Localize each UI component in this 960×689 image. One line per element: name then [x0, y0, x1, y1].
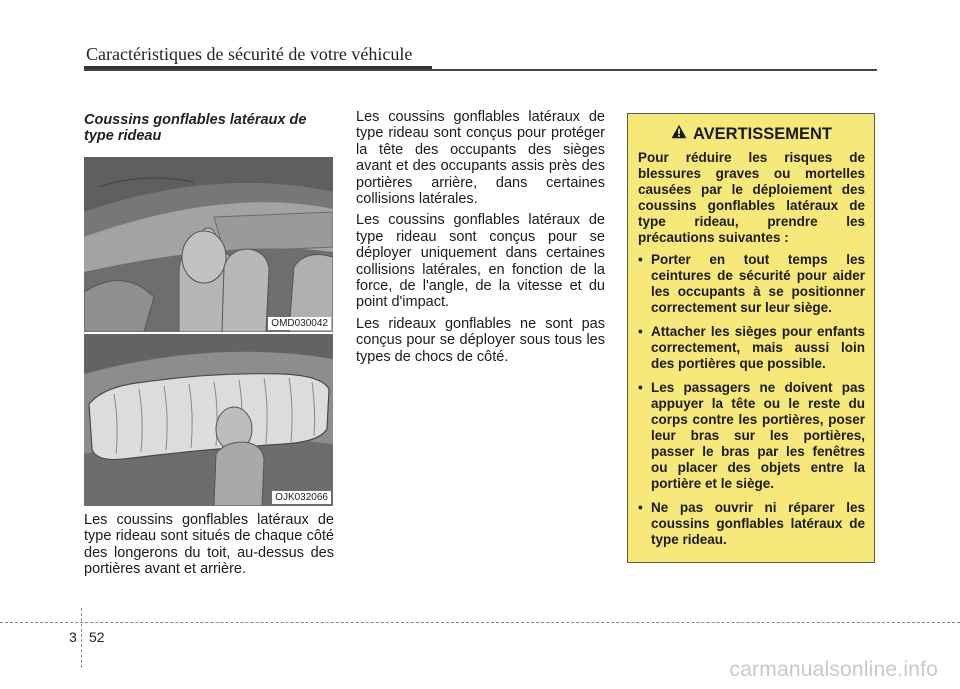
middle-paragraph-1: Les coussins gonflables latéraux de type rideau sont conçus pour protéger la tête des occupants des sièges avant et des occupants assis près des portières arrière, dans certaines collisions latérales.	[356, 109, 605, 208]
figure1-code-label: OMD030042	[268, 317, 331, 330]
warning-intro: Pour réduire les risques de blessures graves ou mortelles causées par le déploiement des coussins gonflables latéraux de type rideau, prendre les précautions suivantes :	[638, 150, 865, 245]
figure-cabin-interior	[84, 157, 333, 332]
page-header-title: Caractéristiques de sécurité de votre véhicule	[86, 44, 413, 64]
airbag-illustration	[84, 334, 333, 506]
header-rule-thin	[84, 69, 877, 71]
warning-item-text: Porter en tout temps les ceintures de sécurité pour aider les occupants à se positionner correctement sur leur siège.	[651, 252, 865, 315]
warning-list-item	[638, 324, 865, 372]
middle-column-text	[356, 109, 605, 365]
warning-item-text: Ne pas ouvrir ni réparer les coussins gonflables latéraux de type rideau.	[651, 500, 865, 547]
page-number: 52	[89, 629, 105, 645]
middle-paragraph-2: Les coussins gonflables latéraux de type rideau sont conçus pour se déployer uniquement dans certaines collisions latérales, en fonction de la force, de l'angle, de la vitesse et du point d'impact.	[356, 212, 605, 311]
bullet-icon: •	[638, 252, 643, 267]
warning-box	[627, 113, 875, 563]
warning-triangle-icon	[671, 124, 687, 144]
warning-list-item	[638, 380, 865, 492]
footer-dashed-rule	[0, 622, 960, 623]
middle-paragraph-3: Les rideaux gonflables ne sont pas conçus pour se déployer sous tous les types de chocs de côté.	[356, 315, 605, 365]
bullet-icon: •	[638, 324, 643, 339]
chapter-number: 3	[69, 629, 77, 645]
warning-item-text: Les passagers ne doivent pas appuyer la tête ou le reste du corps contre les portières, poser leur bras sur les portières, passer le bras par les fenêtres ou placer des objets entre la portière et le siège.	[651, 380, 865, 491]
warning-header	[638, 124, 865, 144]
warning-item-text: Attacher les sièges pour enfants correctement, mais aussi loin des portières que possible.	[651, 324, 865, 371]
watermark: carmanualsonline.info	[729, 658, 938, 681]
bullet-icon: •	[638, 500, 643, 515]
warning-list-item	[638, 500, 865, 548]
warning-list	[638, 252, 865, 548]
figure-curtain-airbag	[84, 334, 333, 506]
bullet-icon: •	[638, 380, 643, 395]
left-paragraph: Les coussins gonflables latéraux de type rideau sont situés de chaque côté des longerons du toit, au-dessus des portières avant et arrière.	[84, 512, 334, 578]
footer-vertical-rule	[81, 608, 82, 668]
section-heading: Coussins gonflables latéraux de type rideau	[84, 112, 307, 144]
warning-list-item	[638, 252, 865, 316]
left-column-text	[84, 512, 334, 578]
figure2-code-label: OJK032066	[272, 491, 331, 504]
cabin-illustration	[84, 157, 333, 332]
warning-title: AVERTISSEMENT	[692, 124, 833, 143]
